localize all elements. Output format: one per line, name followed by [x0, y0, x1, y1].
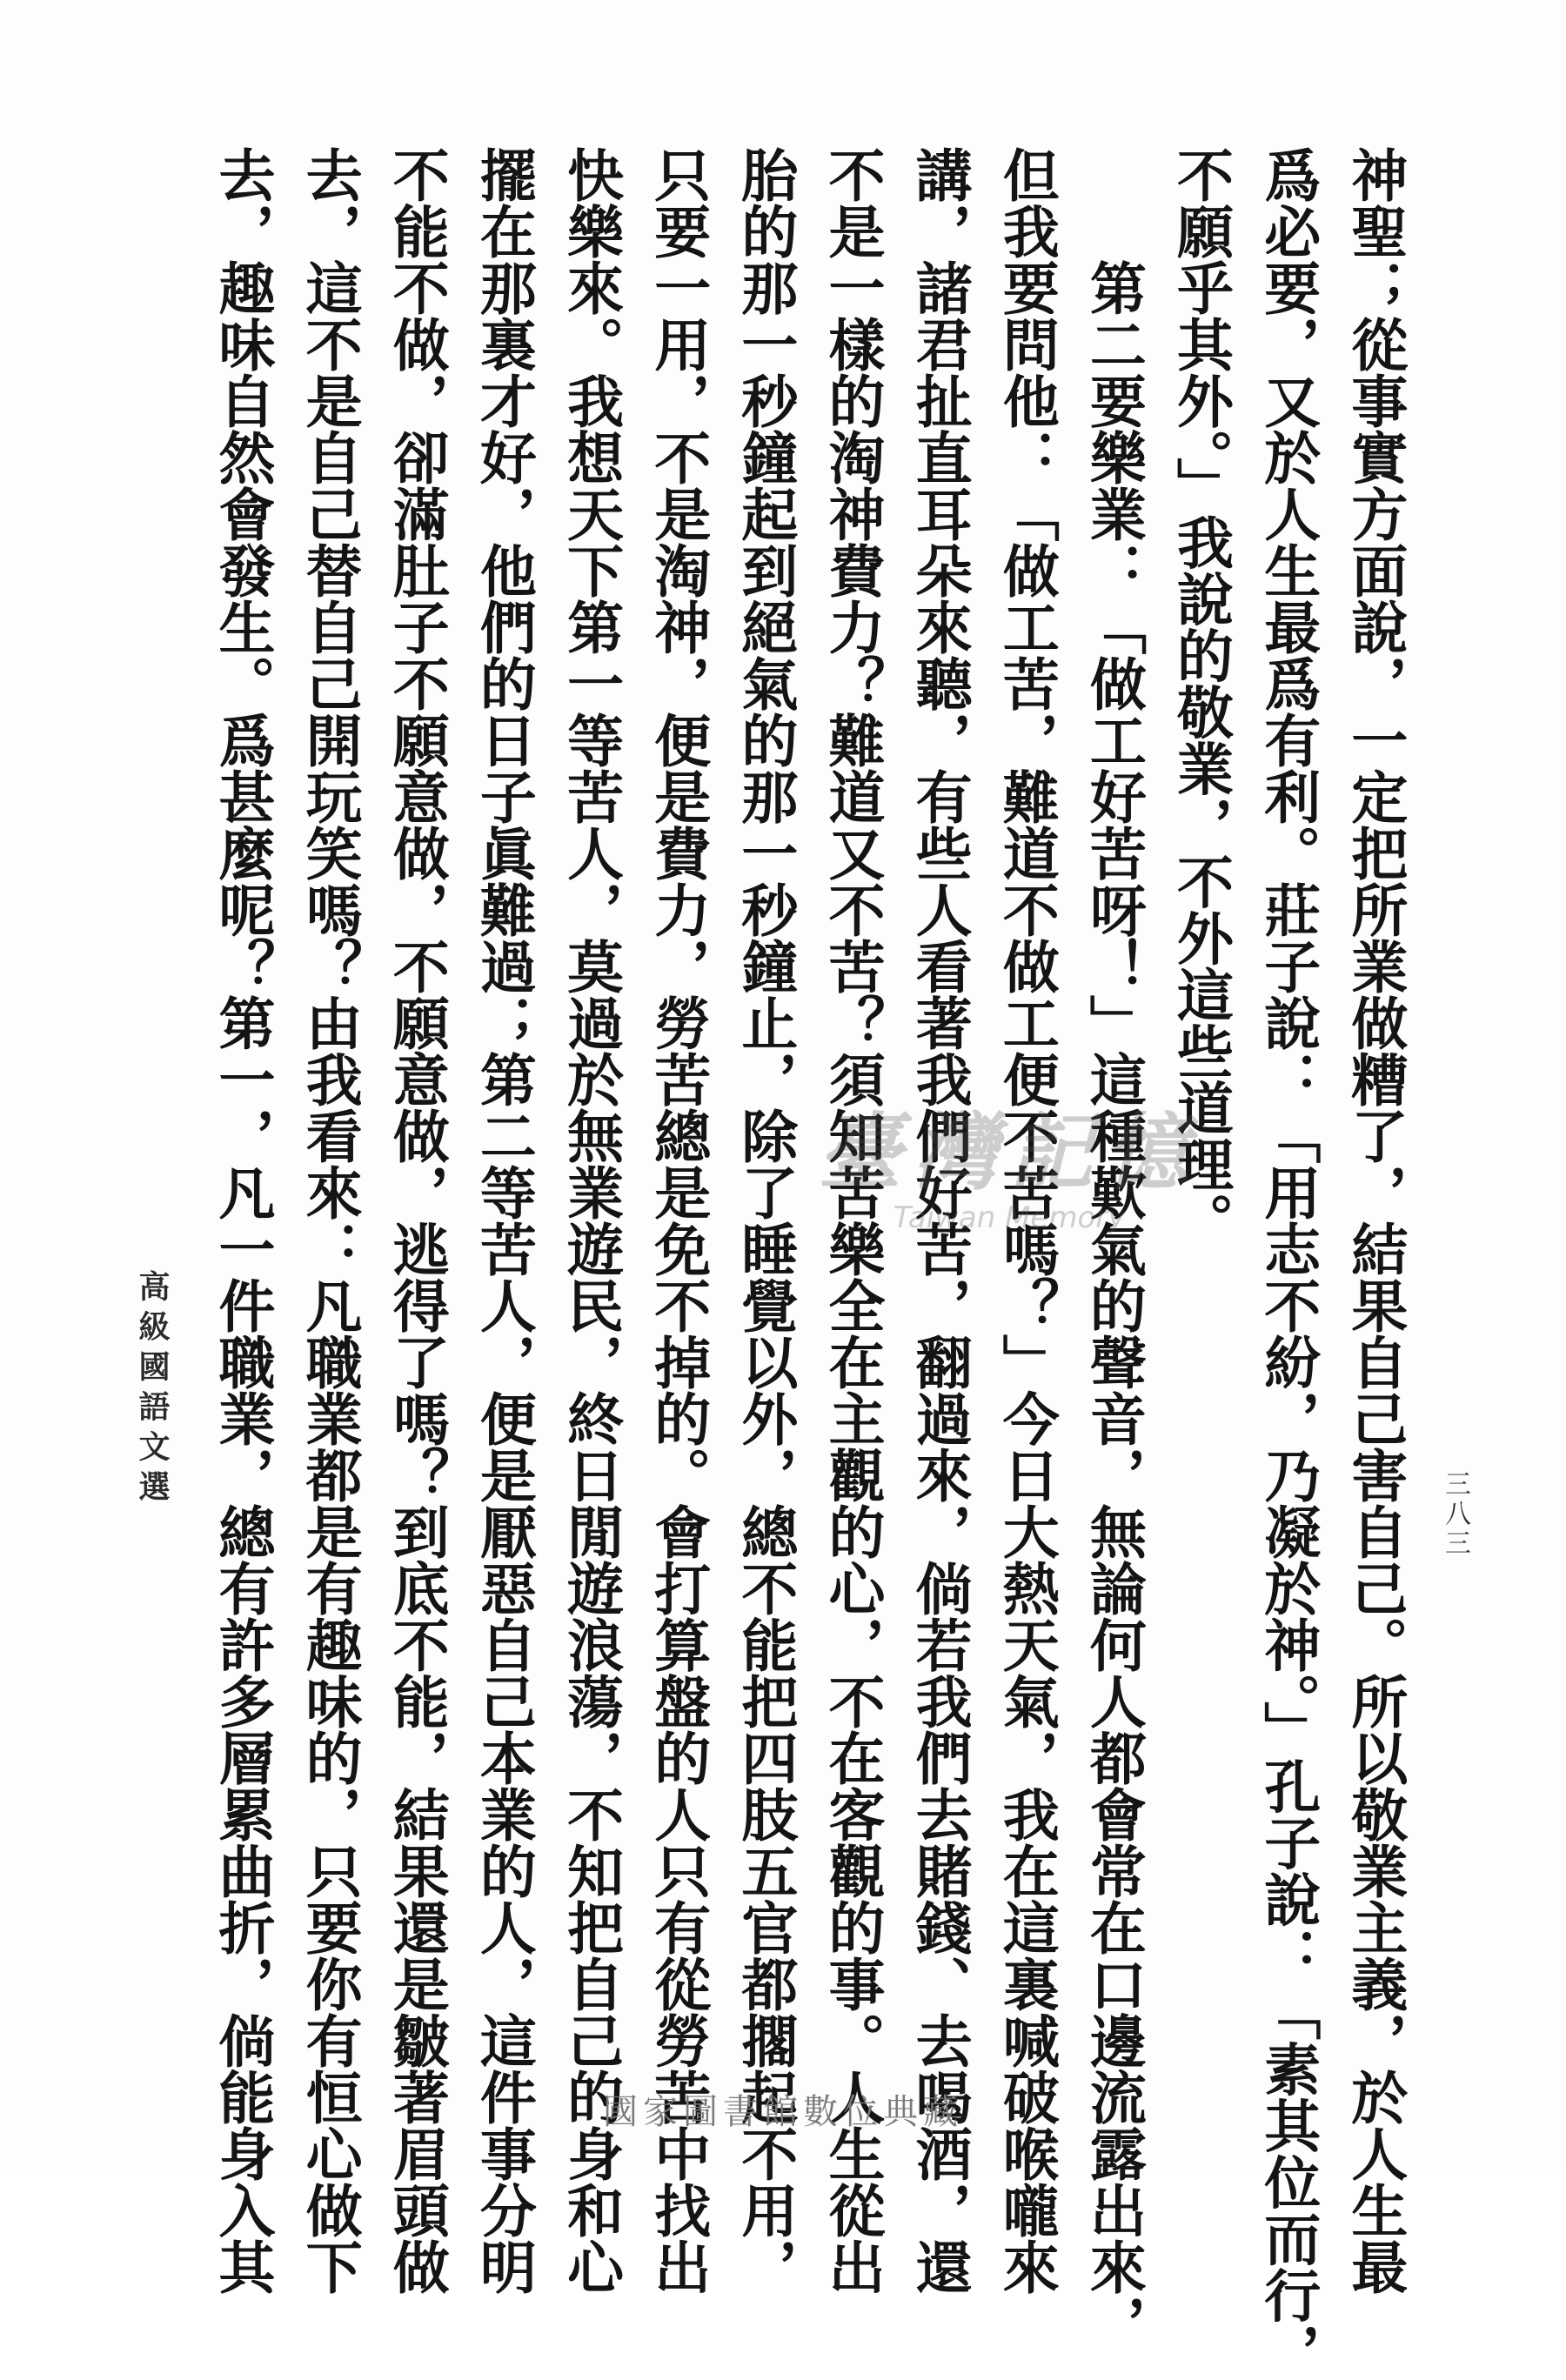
library-footer: 國家圖書館數位典藏: [603, 2092, 963, 2132]
taiwan-memory-watermark: [766, 1105, 1253, 1235]
watermark-chinese: 臺灣記憶: [818, 1103, 1201, 1201]
text-column: 講，諸君扯直耳朵來聽，有些人看著我們好苦，翻過來，倘若我們去賭錢、去喝酒，還: [906, 146, 973, 2295]
text-column: 去，趣味自然會發生。爲甚麼呢？第一，凡一件職業，總有許多層累曲折，倘能身入其: [209, 146, 275, 2295]
text-column-paragraph-start: 第二要樂業：「做工好苦呀！」這種歎氣的聲音，無論何人都會常在口邊流露出來，: [1080, 259, 1147, 2351]
text-column: 不願乎其外。」我說的敬業，不外這些道理。: [1167, 146, 1234, 1249]
text-column: 快樂來。我想天下第一等苦人，莫過於無業遊民，終日閒遊浪蕩，不知把自己的身和心: [557, 146, 624, 2295]
text-column: 爲必要，又於人生最爲有利。莊子說：「用志不紛，乃凝於神。」孔子說：「素其位而行，: [1254, 146, 1321, 2380]
text-column: 但我要問他：「做工苦，難道不做工便不苦嗎？」今日大熱天氣，我在這裏喊破喉嚨來: [993, 146, 1060, 2295]
text-column: 去，這不是自己替自己開玩笑嗎？由我看來：凡職業都是有趣味的，只要你有恒心做下: [296, 146, 363, 2295]
text-column: 胎的那一秒鐘起到絕氣的那一秒鐘止，除了睡覺以外，總不能把四肢五官都擱起不用，: [731, 146, 798, 2295]
page-number: 三八三: [1440, 1470, 1470, 1559]
text-column: 不是一樣的淘神費力？難道又不苦？須知苦樂全在主觀的心，不在客觀的事。人生從出: [818, 146, 885, 2295]
watermark-english: Taiwan Memory: [893, 1200, 1126, 1235]
text-column: 擺在那裏才好，他們的日子眞難過；第二等苦人，便是厭惡自己本業的人，這件事分明: [470, 146, 537, 2295]
text-column: 不能不做，卻滿肚子不願意做，不願意做，逃得了嗎？到底不能，結果還是皺著眉頭做: [383, 146, 450, 2295]
text-column: 神聖；從事實方面說，一定把所業做糟了，結果自己害自己。所以敬業主義，於人生最: [1341, 146, 1408, 2295]
text-column: 只要一用，不是淘神，便是費力，勞苦總是免不掉的。會打算盤的人只有從勞苦中找出: [644, 146, 711, 2295]
running-title: 高級國語文選: [134, 1270, 171, 1510]
